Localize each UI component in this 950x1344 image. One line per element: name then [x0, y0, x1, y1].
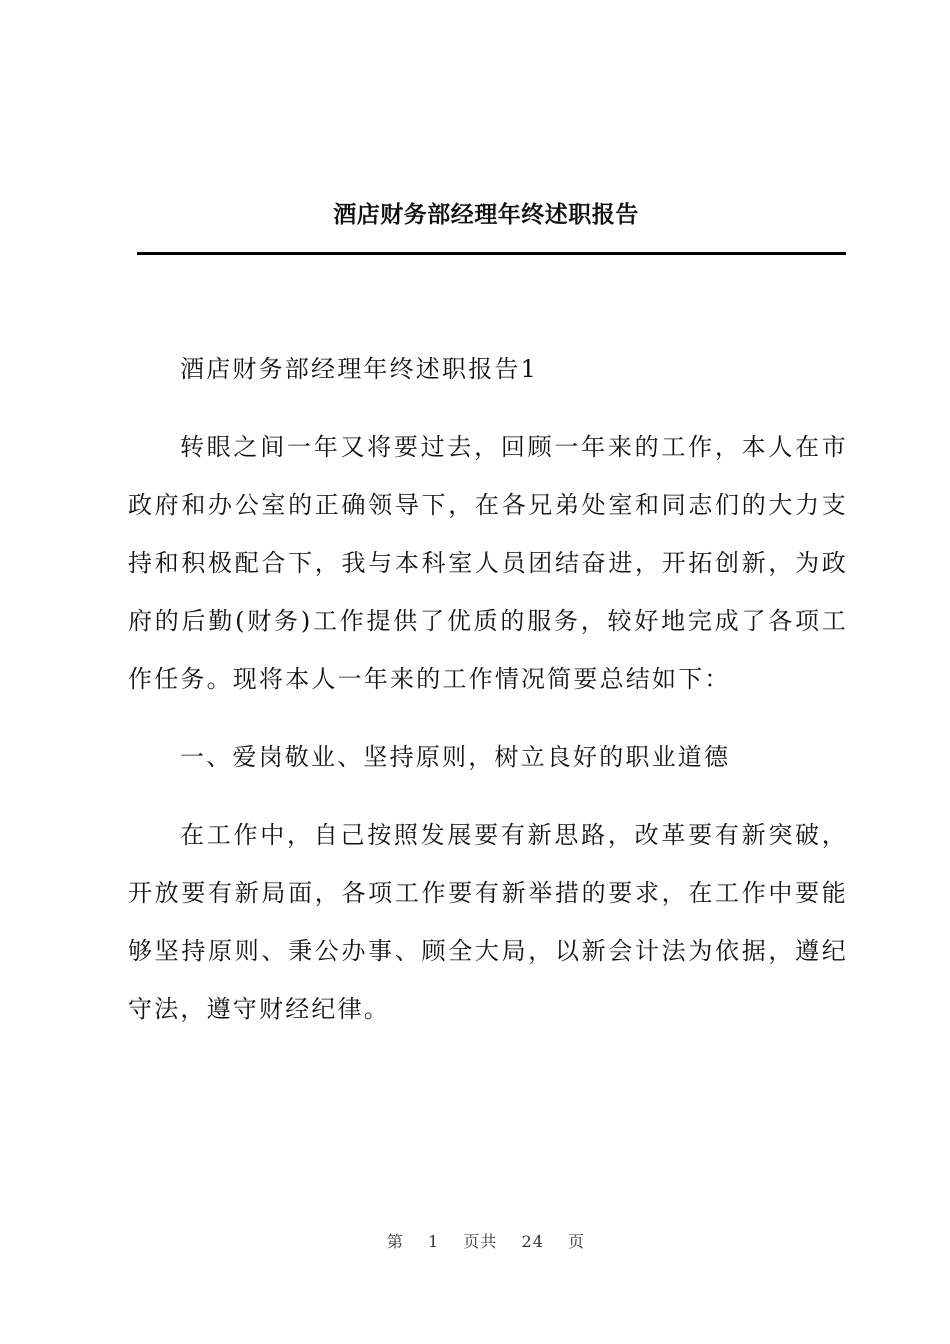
body-paragraph-section-1: 在工作中，自己按照发展要有新思路，改革要有新突破，开放要有新局面，各项工作要有新举措的要求，在工作中要能够坚持原则、秉公办事、顾全大局，以新会计法为依据，遵纪守法，遵守财经纪律。 — [128, 821, 848, 1023]
section-heading-1: 一、爱岗敬业、坚持原则，树立良好的职业道德 — [180, 743, 731, 771]
document-body — [128, 340, 848, 1058]
current-page-number: 1 — [428, 1232, 440, 1251]
page-footer — [0, 1229, 950, 1252]
body-paragraph-intro: 转眼之间一年又将要过去，回顾一年来的工作，本人在市政府和办公室的正确领导下，在各兄弟处室和同志们的大力支持和积极配合下，我与本科室人员团结奋进，开拓创新，为政府的后勤(财务)工作提供了优质的服务，较好地完成了各项工作任务。现将本人一年来的工作情况简要总结如下： — [128, 433, 848, 693]
page-label-prefix: 第 — [387, 1232, 405, 1251]
page-label-mid: 页共 — [463, 1232, 498, 1251]
document-title: 酒店财务部经理年终述职报告 — [333, 201, 639, 228]
report-subtitle: 酒店财务部经理年终述职报告1 — [180, 355, 539, 383]
title-underline — [137, 252, 846, 255]
page-label-suffix: 页 — [567, 1232, 585, 1251]
total-pages-number: 24 — [521, 1232, 544, 1251]
